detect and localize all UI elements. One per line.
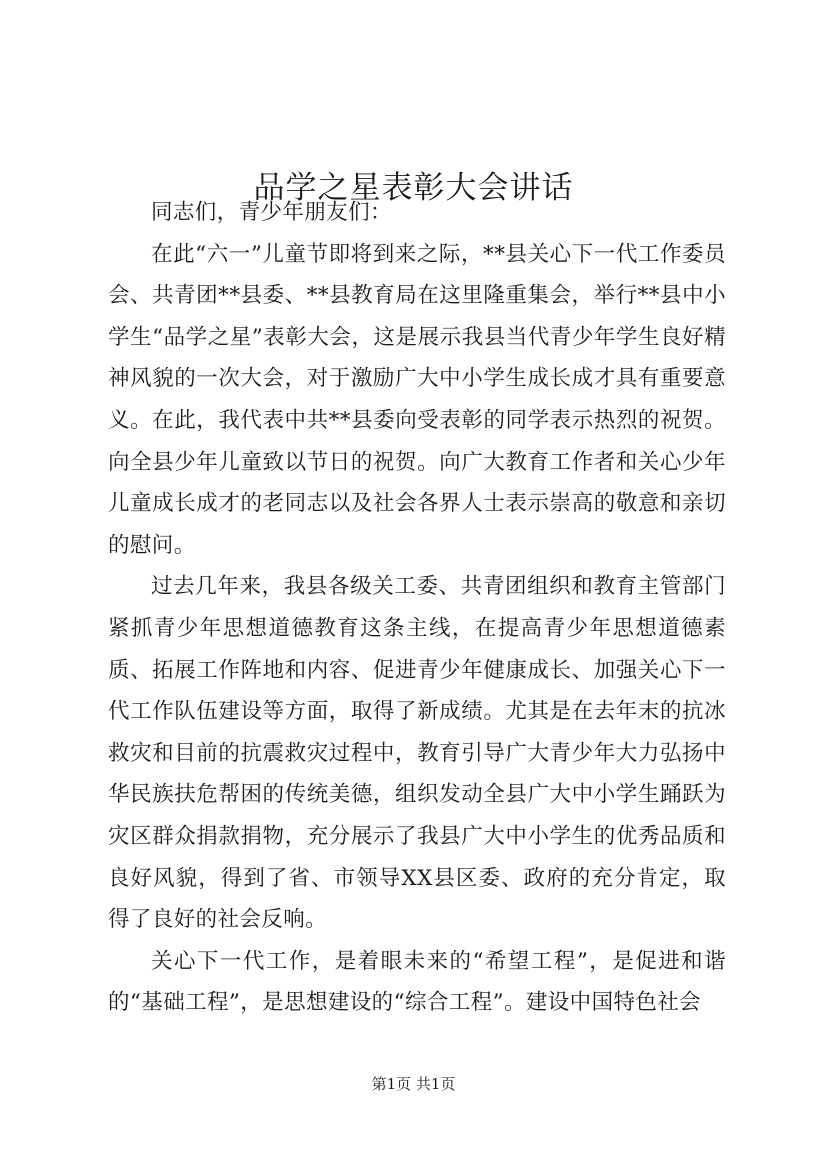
- salutation-paragraph: 同志们，青少年朋友们：: [151, 200, 392, 225]
- body-paragraph: 过去几年来，我县各级关工委、共青团组织和教育主管部门紧抓青少年思想道德教育这条主线，在提高青少年思想道德素质、拓展工作阵地和内容、促进青少年健康成长、加强关心下一代工作队伍建设等方面，取得了新成绩。尤其是在去年末的抗冰救灾和目前的抗震救灾过程中，教育引导广大青少年大力弘扬中华民族扶危帮困的传统美德，组织发动全县广大中小学生踊跃为灾区群众捐款捐物，充分展示了我县广大中小学生的优秀品质和良好风貌，得到了省、市领导XX县区委、政府的充分肯定，取得了良好的社会反响。: [108, 574, 726, 933]
- document-title: 品学之星表彰大会讲话: [253, 169, 574, 206]
- document-body: [108, 192, 726, 1024]
- page-number-footer: 第1页 共1页: [371, 1075, 456, 1093]
- body-paragraph: 关心下一代工作，是着眼未来的“希望工程”，是促进和谐的“基础工程”，是思想建设的“综合工程”。建设中国特色社会: [108, 948, 726, 1016]
- body-paragraph: 在此“六一”儿童节即将到来之际，**县关心下一代工作委员会、共青团**县委、**县教育局在这里隆重集会，举行**县中小学生“品学之星”表彰大会，这是展示我县当代青少年学生良好精神风貌的一次大会，对于激励广大中小学生成长成才具有重要意义。在此，我代表中共**县委向受表彰的同学表示热烈的祝贺。向全县少年儿童致以节日的祝贺。向广大教育工作者和关心少年儿童成长成才的老同志以及社会各界人士表示崇高的敬意和亲切的慰问。: [108, 241, 726, 558]
